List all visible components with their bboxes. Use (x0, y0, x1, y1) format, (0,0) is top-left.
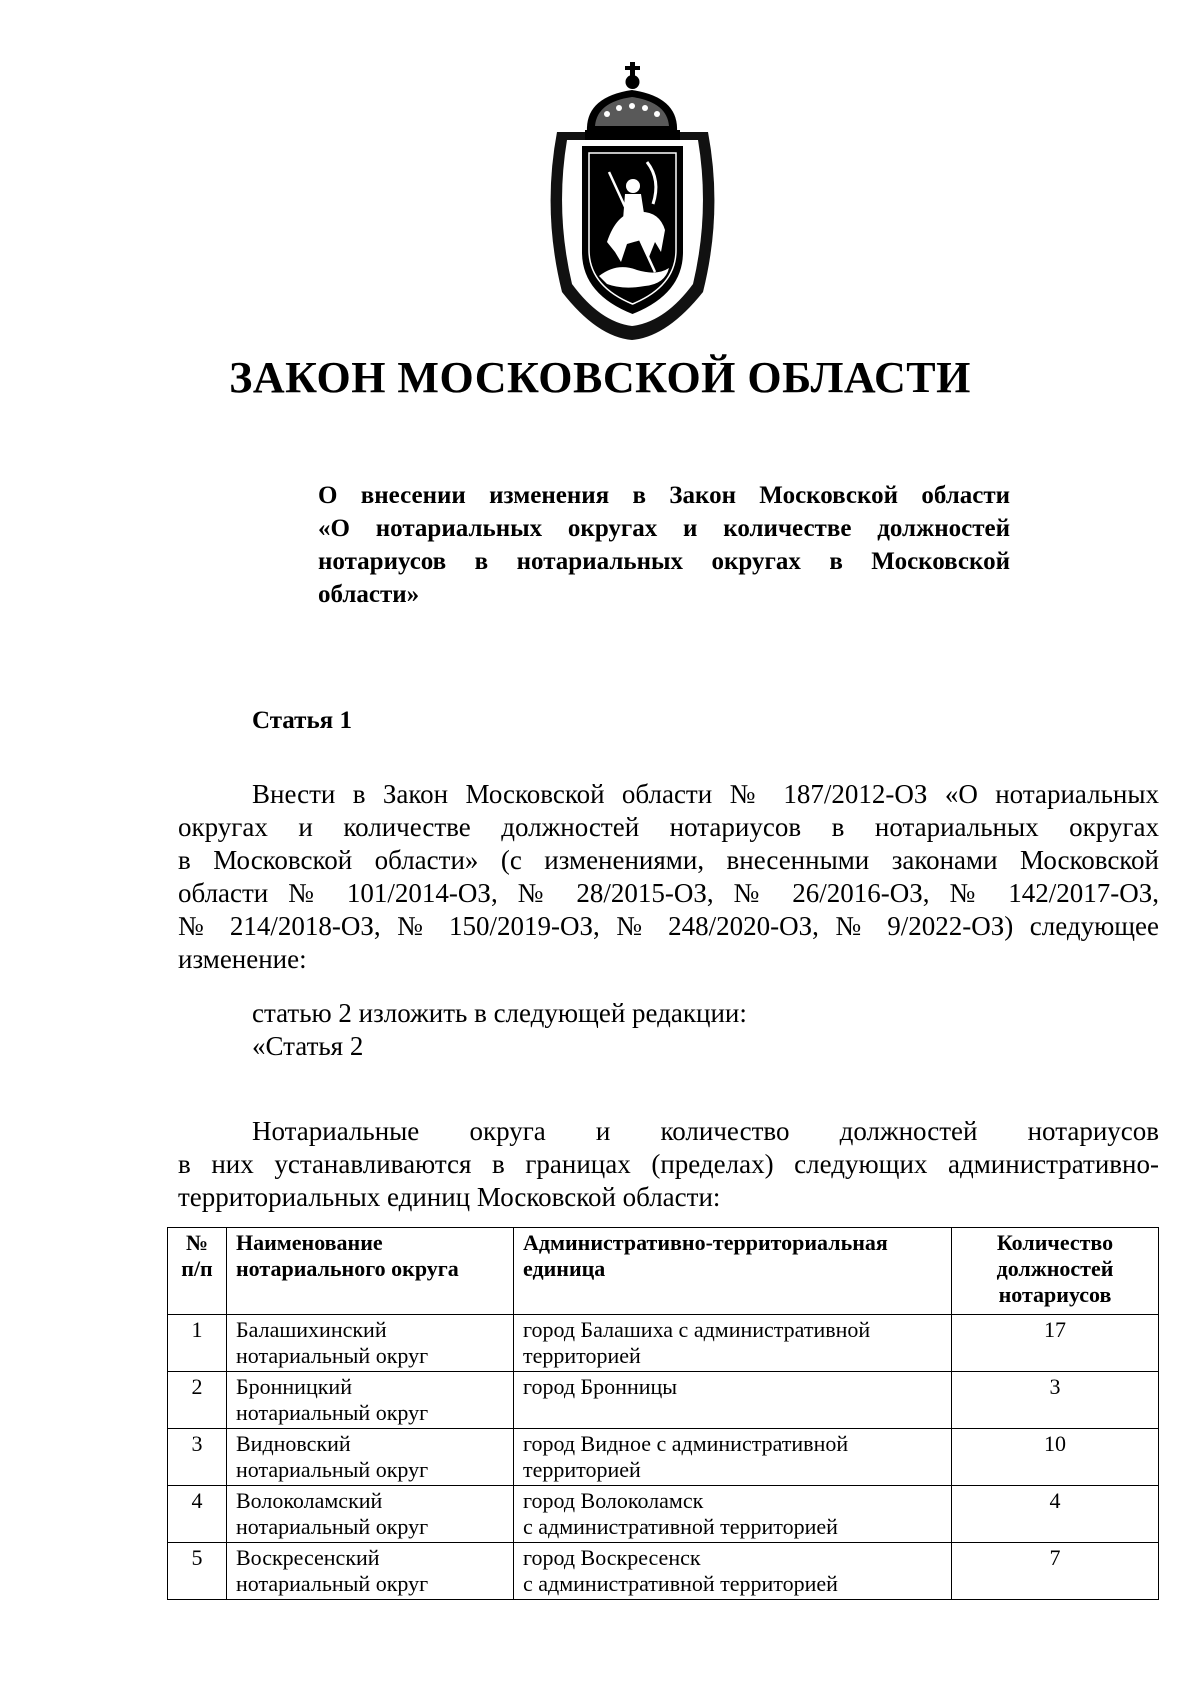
law-subject (318, 479, 1010, 611)
row-district-name: Воскресенский нотариальный округ (227, 1543, 514, 1600)
paragraph-line: области № 101/2014-ОЗ, № 28/2015-ОЗ, № 26/2016-ОЗ, № 142/2017-ОЗ, (178, 878, 1159, 908)
row-notary-count: 17 (952, 1315, 1159, 1372)
new-article-heading: «Статья 2 (252, 1031, 364, 1061)
paragraph-line: в них устанавливаются в границах (пределах) следующих административно- (178, 1149, 1159, 1179)
row-admin-unit: город Волоколамск с административной территорией (514, 1486, 952, 1543)
law-title: ЗАКОН МОСКОВСКОЙ ОБЛАСТИ (229, 353, 971, 402)
header-notary-count: Количество должностей нотариусов (952, 1228, 1159, 1315)
subject-line: области» (318, 581, 420, 608)
article-2-paragraph (178, 1115, 1159, 1214)
table-row (168, 1372, 1159, 1429)
header-num: № п/п (168, 1228, 227, 1315)
amendment-instruction: статью 2 изложить в следующей редакции: (252, 998, 747, 1028)
row-district-name: Волоколамский нотариальный округ (227, 1486, 514, 1543)
row-admin-unit: город Воскресенск с административной территорией (514, 1543, 952, 1600)
subject-line: О внесении изменения в Закон Московской области (318, 482, 1010, 509)
paragraph-line: округах и количестве должностей нотариусов в нотариальных округах (178, 812, 1159, 842)
row-district-name: Видновский нотариальный округ (227, 1429, 514, 1486)
row-notary-count: 7 (952, 1543, 1159, 1600)
row-district-name: Балашихинский нотариальный округ (227, 1315, 514, 1372)
table-row (168, 1429, 1159, 1486)
row-admin-unit: город Бронницы (514, 1372, 952, 1429)
row-notary-count: 3 (952, 1372, 1159, 1429)
paragraph-line: территориальных единиц Московской области: (178, 1182, 721, 1212)
table-row (168, 1486, 1159, 1543)
row-admin-unit: город Видное с административной территорией (514, 1429, 952, 1486)
article-1-paragraph (178, 778, 1159, 976)
row-notary-count: 10 (952, 1429, 1159, 1486)
table-row (168, 1315, 1159, 1372)
row-num: 1 (168, 1315, 227, 1372)
row-admin-unit: город Балашиха с административной территорией (514, 1315, 952, 1372)
paragraph-line: в Московской области» (с изменениями, внесенными законами Московской (178, 845, 1159, 875)
coat-of-arms-emblem (537, 62, 728, 342)
row-notary-count: 4 (952, 1486, 1159, 1543)
header-admin-unit: Административно-территориальная единица (514, 1228, 952, 1315)
row-num: 3 (168, 1429, 227, 1486)
row-num: 5 (168, 1543, 227, 1600)
table-header-row (168, 1228, 1159, 1315)
paragraph-line: № 214/2018-ОЗ, № 150/2019-ОЗ, № 248/2020-ОЗ, № 9/2022-ОЗ) следующее (178, 911, 1159, 941)
article-heading: Статья 1 (252, 707, 352, 734)
subject-line: «О нотариальных округах и количестве должностей (318, 515, 1010, 542)
paragraph-line: Внести в Закон Московской области № 187/2012-ОЗ «О нотариальных (252, 779, 1159, 809)
header-district-name: Наименование нотариального округа (227, 1228, 514, 1315)
paragraph-line: изменение: (178, 944, 307, 974)
row-num: 4 (168, 1486, 227, 1543)
subject-line: нотариусов в нотариальных округах в Московской (318, 548, 1010, 575)
row-district-name: Бронницкий нотариальный округ (227, 1372, 514, 1429)
row-num: 2 (168, 1372, 227, 1429)
paragraph-line: Нотариальные округа и количество должностей нотариусов (252, 1116, 1159, 1146)
notarial-districts-table (167, 1227, 1159, 1600)
table-row (168, 1543, 1159, 1600)
